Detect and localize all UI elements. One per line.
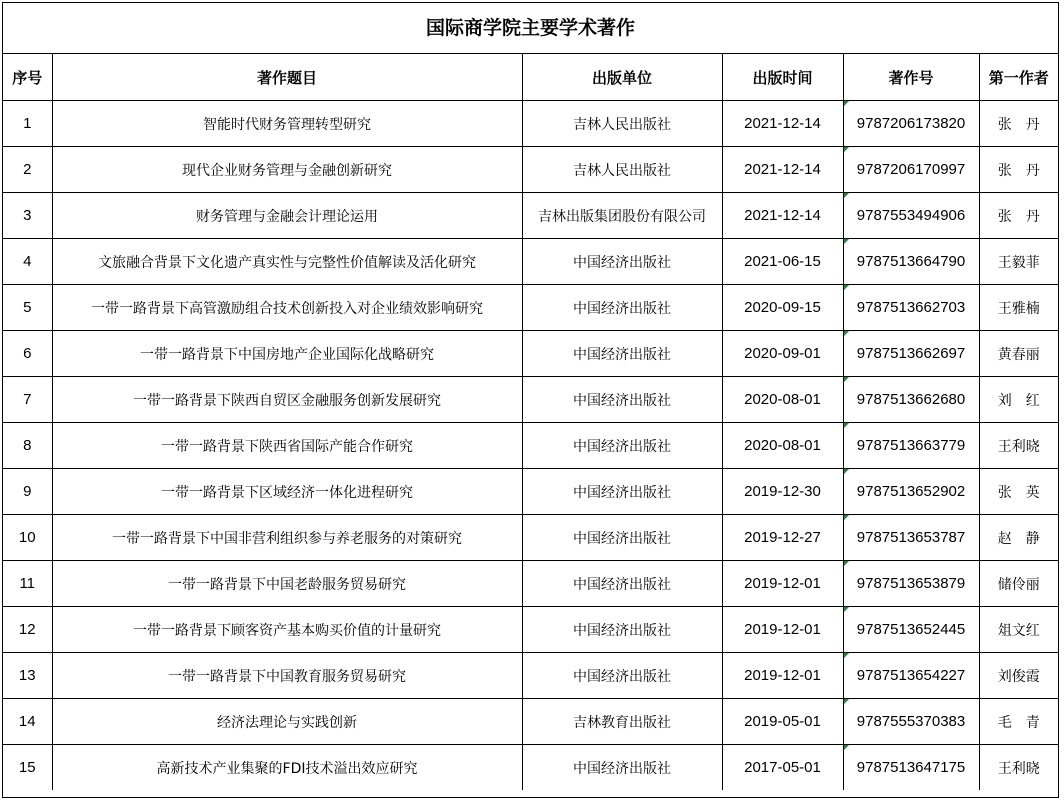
cell-author: 张 英 xyxy=(979,469,1058,515)
cell-index: 7 xyxy=(3,377,52,423)
cell-title: 一带一路背景下陕西省国际产能合作研究 xyxy=(52,423,522,469)
cell-author: 王利晓 xyxy=(979,745,1058,791)
cell-author: 刘俊霞 xyxy=(979,653,1058,699)
table-row xyxy=(3,285,1058,331)
table-row xyxy=(3,745,1058,791)
cell-isbn-text: 9787206170997 xyxy=(856,161,966,178)
cell-title: 一带一路背景下顾客资产基本购买价值的计量研究 xyxy=(52,607,522,653)
cell-index: 10 xyxy=(3,515,52,561)
works-table xyxy=(3,54,1058,790)
cell-index: 13 xyxy=(3,653,52,699)
cell-isbn-text: 9787555370383 xyxy=(856,713,966,730)
cell-title: 现代企业财务管理与金融创新研究 xyxy=(52,147,522,193)
cell-isbn xyxy=(843,699,979,745)
table-row xyxy=(3,561,1058,607)
cell-isbn xyxy=(843,147,979,193)
cell-isbn xyxy=(843,285,979,331)
cell-isbn xyxy=(843,331,979,377)
cell-isbn-text: 9787513653879 xyxy=(856,575,966,592)
cell-flag-icon xyxy=(844,653,849,658)
header-publisher: 出版单位 xyxy=(522,54,722,101)
cell-publisher: 中国经济出版社 xyxy=(522,377,722,423)
table-row xyxy=(3,331,1058,377)
cell-title: 一带一路背景下高管激励组合技术创新投入对企业绩效影响研究 xyxy=(52,285,522,331)
cell-isbn-text: 9787513664790 xyxy=(856,253,966,270)
cell-author: 毛 青 xyxy=(979,699,1058,745)
header-work-title: 著作题目 xyxy=(52,54,522,101)
cell-title: 智能时代财务管理转型研究 xyxy=(52,101,522,147)
cell-isbn-text: 9787553494906 xyxy=(856,207,966,224)
cell-date: 2020-08-01 xyxy=(722,377,843,423)
cell-isbn xyxy=(843,193,979,239)
cell-author: 储伶丽 xyxy=(979,561,1058,607)
cell-date: 2017-05-01 xyxy=(722,745,843,791)
cell-isbn xyxy=(843,607,979,653)
cell-author: 俎文红 xyxy=(979,607,1058,653)
cell-publisher: 中国经济出版社 xyxy=(522,745,722,791)
cell-isbn xyxy=(843,101,979,147)
cell-index: 11 xyxy=(3,561,52,607)
cell-date: 2019-12-01 xyxy=(722,607,843,653)
cell-title: 一带一路背景下中国房地产企业国际化战略研究 xyxy=(52,331,522,377)
cell-index: 6 xyxy=(3,331,52,377)
cell-isbn-text: 9787513654227 xyxy=(856,667,966,684)
cell-isbn-text: 9787513653787 xyxy=(856,529,966,546)
cell-flag-icon xyxy=(844,101,849,106)
works-sheet xyxy=(2,2,1059,798)
cell-index: 3 xyxy=(3,193,52,239)
cell-date: 2021-12-14 xyxy=(722,101,843,147)
header-row xyxy=(3,54,1058,101)
cell-author: 赵 静 xyxy=(979,515,1058,561)
cell-date: 2021-06-15 xyxy=(722,239,843,285)
cell-author: 黄春丽 xyxy=(979,331,1058,377)
cell-isbn xyxy=(843,515,979,561)
cell-isbn-text: 9787513662703 xyxy=(856,299,966,316)
cell-title: 高新技术产业集聚的FDI技术溢出效应研究 xyxy=(52,745,522,791)
cell-title: 一带一路背景下中国教育服务贸易研究 xyxy=(52,653,522,699)
cell-isbn-text: 9787206173820 xyxy=(856,115,966,132)
cell-date: 2020-09-01 xyxy=(722,331,843,377)
cell-flag-icon xyxy=(844,561,849,566)
cell-isbn-text: 9787513662697 xyxy=(856,345,966,362)
cell-isbn-text: 9787513662680 xyxy=(856,391,966,408)
cell-index: 1 xyxy=(3,101,52,147)
cell-isbn xyxy=(843,423,979,469)
sheet-title: 国际商学院主要学术著作 xyxy=(3,3,1058,54)
cell-flag-icon xyxy=(844,423,849,428)
cell-index: 14 xyxy=(3,699,52,745)
cell-isbn-text: 9787513652445 xyxy=(856,621,966,638)
cell-publisher: 中国经济出版社 xyxy=(522,469,722,515)
table-row xyxy=(3,377,1058,423)
cell-title: 一带一路背景下中国老龄服务贸易研究 xyxy=(52,561,522,607)
cell-flag-icon xyxy=(844,331,849,336)
cell-author: 王利晓 xyxy=(979,423,1058,469)
cell-isbn xyxy=(843,653,979,699)
cell-index: 5 xyxy=(3,285,52,331)
cell-flag-icon xyxy=(844,469,849,474)
cell-index: 2 xyxy=(3,147,52,193)
cell-isbn xyxy=(843,745,979,791)
cell-publisher: 吉林人民出版社 xyxy=(522,101,722,147)
cell-title: 一带一路背景下区域经济一体化进程研究 xyxy=(52,469,522,515)
cell-flag-icon xyxy=(844,745,849,750)
cell-index: 12 xyxy=(3,607,52,653)
cell-author: 王雅楠 xyxy=(979,285,1058,331)
cell-publisher: 中国经济出版社 xyxy=(522,561,722,607)
cell-index: 9 xyxy=(3,469,52,515)
cell-flag-icon xyxy=(844,607,849,612)
cell-publisher: 吉林教育出版社 xyxy=(522,699,722,745)
cell-date: 2021-12-14 xyxy=(722,147,843,193)
table-row xyxy=(3,423,1058,469)
cell-publisher: 中国经济出版社 xyxy=(522,423,722,469)
cell-title: 经济法理论与实践创新 xyxy=(52,699,522,745)
cell-flag-icon xyxy=(844,515,849,520)
table-row xyxy=(3,653,1058,699)
table-row xyxy=(3,607,1058,653)
cell-date: 2019-12-30 xyxy=(722,469,843,515)
cell-date: 2021-12-14 xyxy=(722,193,843,239)
cell-isbn xyxy=(843,561,979,607)
cell-flag-icon xyxy=(844,285,849,290)
cell-index: 8 xyxy=(3,423,52,469)
cell-author: 刘 红 xyxy=(979,377,1058,423)
cell-publisher: 中国经济出版社 xyxy=(522,515,722,561)
cell-author: 张 丹 xyxy=(979,193,1058,239)
cell-date: 2019-12-01 xyxy=(722,561,843,607)
cell-flag-icon xyxy=(844,377,849,382)
cell-isbn xyxy=(843,469,979,515)
cell-title: 一带一路背景下中国非营利组织参与养老服务的对策研究 xyxy=(52,515,522,561)
cell-publisher: 中国经济出版社 xyxy=(522,653,722,699)
cell-title: 文旅融合背景下文化遗产真实性与完整性价值解读及活化研究 xyxy=(52,239,522,285)
cell-date: 2020-08-01 xyxy=(722,423,843,469)
cell-publisher: 吉林出版集团股份有限公司 xyxy=(522,193,722,239)
cell-author: 张 丹 xyxy=(979,147,1058,193)
cell-date: 2020-09-15 xyxy=(722,285,843,331)
header-author: 第一作者 xyxy=(979,54,1058,101)
table-row xyxy=(3,515,1058,561)
table-row xyxy=(3,239,1058,285)
cell-publisher: 中国经济出版社 xyxy=(522,607,722,653)
cell-flag-icon xyxy=(844,699,849,704)
cell-index: 15 xyxy=(3,745,52,791)
cell-flag-icon xyxy=(844,147,849,152)
header-index: 序号 xyxy=(3,54,52,101)
cell-author: 王毅菲 xyxy=(979,239,1058,285)
cell-index: 4 xyxy=(3,239,52,285)
table-row xyxy=(3,699,1058,745)
cell-date: 2019-05-01 xyxy=(722,699,843,745)
cell-author: 张 丹 xyxy=(979,101,1058,147)
cell-isbn-text: 9787513647175 xyxy=(856,759,966,776)
cell-publisher: 中国经济出版社 xyxy=(522,331,722,377)
cell-publisher: 吉林人民出版社 xyxy=(522,147,722,193)
table-row xyxy=(3,101,1058,147)
cell-date: 2019-12-01 xyxy=(722,653,843,699)
cell-title: 财务管理与金融会计理论运用 xyxy=(52,193,522,239)
cell-isbn-text: 9787513663779 xyxy=(856,437,966,454)
cell-date: 2019-12-27 xyxy=(722,515,843,561)
cell-title: 一带一路背景下陕西自贸区金融服务创新发展研究 xyxy=(52,377,522,423)
cell-isbn-text: 9787513652902 xyxy=(856,483,966,500)
table-row xyxy=(3,193,1058,239)
cell-isbn xyxy=(843,377,979,423)
table-row xyxy=(3,469,1058,515)
table-row xyxy=(3,147,1058,193)
cell-isbn xyxy=(843,239,979,285)
header-date: 出版时间 xyxy=(722,54,843,101)
cell-flag-icon xyxy=(844,239,849,244)
cell-flag-icon xyxy=(844,193,849,198)
header-isbn: 著作号 xyxy=(843,54,979,101)
cell-publisher: 中国经济出版社 xyxy=(522,285,722,331)
cell-publisher: 中国经济出版社 xyxy=(522,239,722,285)
